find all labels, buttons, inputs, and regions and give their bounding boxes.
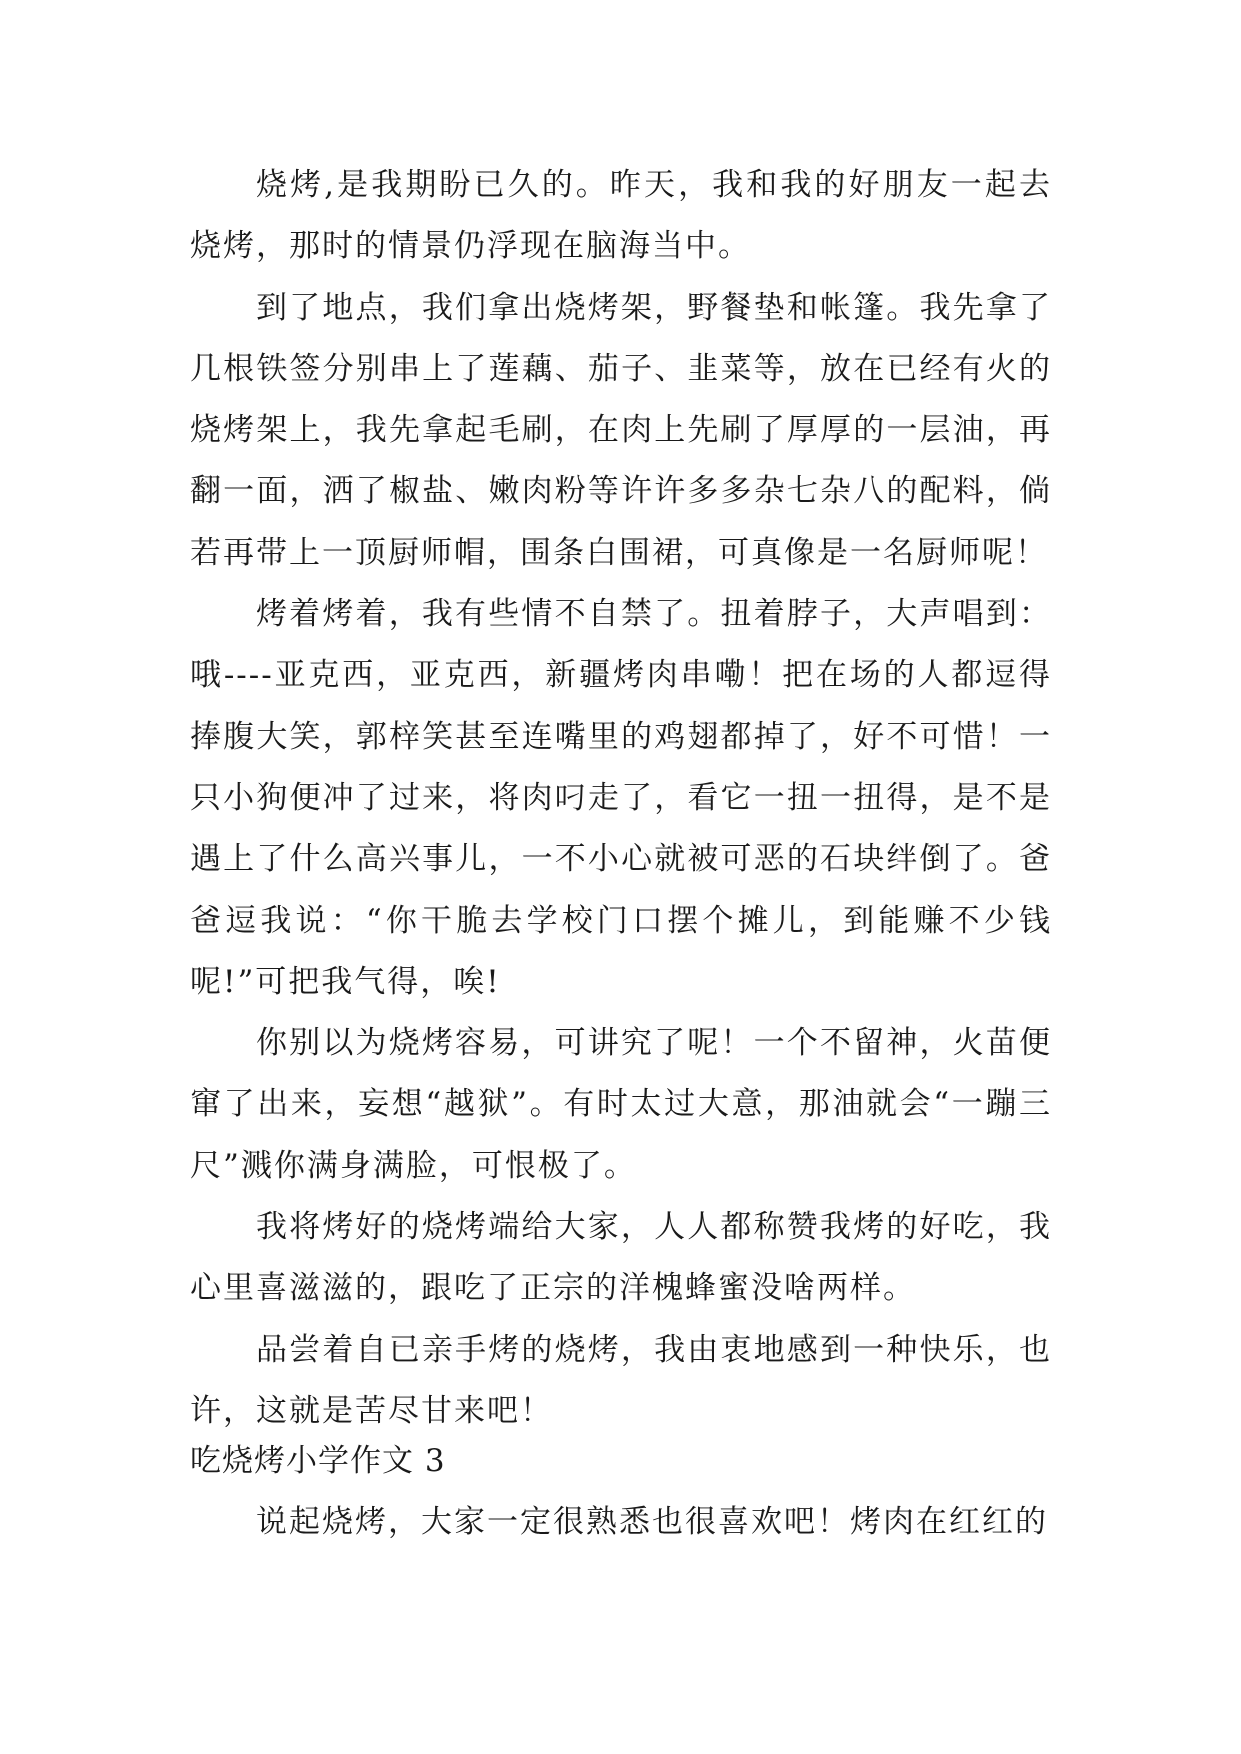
paragraph: 我将烤好的烧烤端给大家，人人都称赞我烤的好吃，我心里喜滋滋的，跟吃了正宗的洋槐蜂蜜没啥两样。 [190,1209,1052,1307]
paragraph: 烧烤,是我期盼已久的。昨天，我和我的好朋友一起去烧烤，那时的情景仍浮现在脑海当中。 [190,167,1052,265]
paragraph: 到了地点，我们拿出烧烤架，野餐垫和帐篷。我先拿了几根铁签分别串上了莲藕、茄子、韭菜等，放在已经有火的烧烤架上，我先拿起毛刷，在肉上先刷了厚厚的一层油，再翻一面，洒了椒盐、嫩肉粉等许许多多杂七杂八的配料，倘若再带上一顶厨师帽，围条白围裙，可真像是一名厨师呢！ [190,289,1052,571]
paragraph: 说起烧烤，大家一定很熟悉也很喜欢吧！烤肉在红红的 [256,1504,1048,1540]
paragraph: 品尝着自已亲手烤的烧烤，我由衷地感到一种快乐，也许，这就是苦尽甘来吧！ [190,1331,1052,1429]
next-essay-body [190,1492,1052,1553]
section-title: 吃烧烤小学作文 3 [190,1443,446,1479]
paragraph: 你别以为烧烤容易，可讲究了呢！一个不留神，火苗便窜了出来，妄想“越狱”。有时太过大意，那油就会“一蹦三尺”溅你满身满脸，可恨极了。 [190,1025,1052,1184]
essay-body [190,155,1052,1442]
paragraph: 烤着烤着，我有些情不自禁了。扭着脖子，大声唱到：哦----亚克西，亚克西，新疆烤肉串嘞！把在场的人都逗得捧腹大笑，郭梓笑甚至连嘴里的鸡翅都掉了，好不可惜！一只小狗便冲了过来，将肉叼走了，看它一扭一扭得，是不是遇上了什么高兴事儿，一不小心就被可恶的石块绊倒了。爸爸逗我说：“你干脆去学校门口摆个摊儿，到能赚不少钱呢!”可把我气得，唉! [190,596,1052,1000]
